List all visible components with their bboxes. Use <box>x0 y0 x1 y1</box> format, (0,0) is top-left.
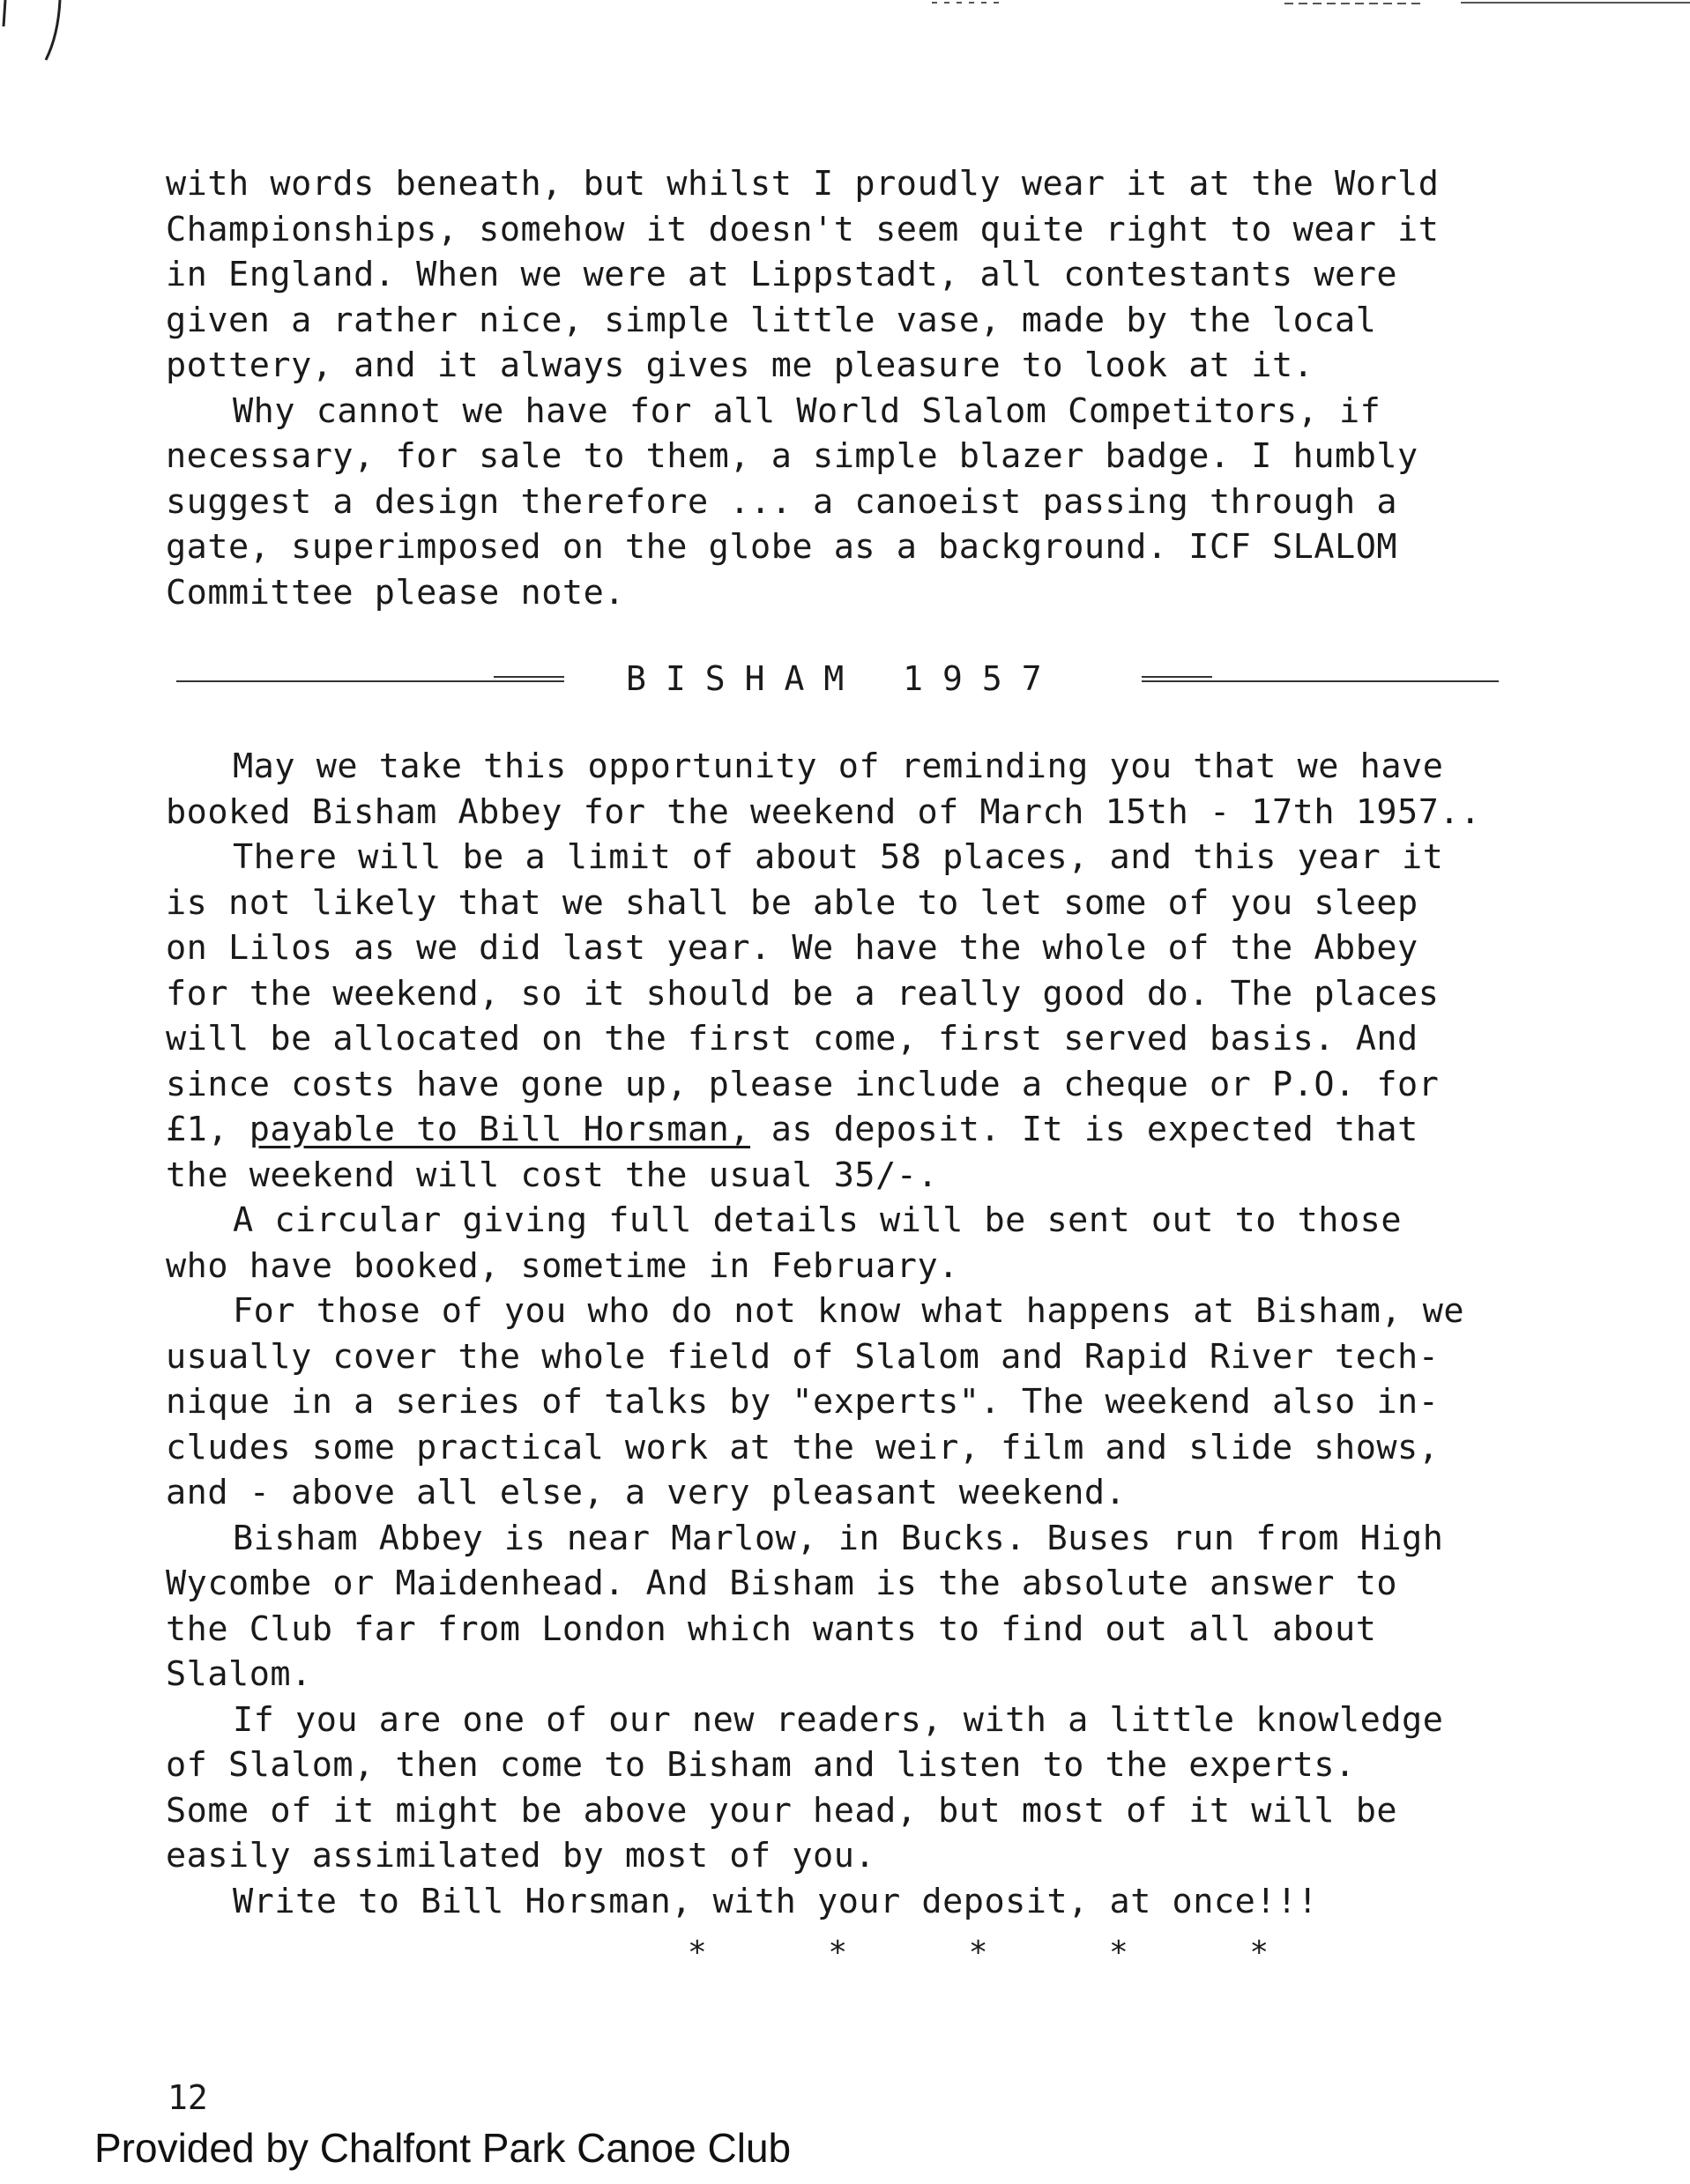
page-number: 12 <box>168 2078 208 2117</box>
text-line: easily assimilated by most of you. <box>166 1836 876 1876</box>
text-line: necessary, for sale to them, a simple blazer badge. I humbly <box>166 436 1418 476</box>
text-line: and - above all else, a very pleasant weekend. <box>166 1473 1127 1512</box>
bisham-article <box>166 744 1541 1924</box>
corner-scan-mark <box>0 0 71 71</box>
text-line: pottery, and it always gives me pleasure to look at it. <box>166 345 1314 385</box>
text-line: Championships, somehow it doesn't seem quite right to wear it <box>166 209 1440 249</box>
top-edge-marks <box>897 0 1690 9</box>
text-line: will be allocated on the first come, first served basis. And <box>166 1019 1418 1059</box>
text-line: who have booked, sometime in February. <box>166 1245 959 1286</box>
text-line: of Slalom, then come to Bisham and listen to the experts. <box>166 1745 1356 1785</box>
text-fragment: as deposit. It is expected that <box>750 1110 1418 1149</box>
provided-by-footer: Provided by Chalfont Park Canoe Club <box>94 2125 792 2171</box>
text-line: Wycombe or Maidenhead. And Bisham is the absolute answer to <box>166 1564 1398 1603</box>
asterisk-separator: * * * * * <box>688 1935 1321 1971</box>
text-line: is not likely that we shall be able to let some of you sleep <box>166 882 1418 923</box>
heading-rule-left <box>176 680 564 682</box>
text-line: for the weekend, so it should be a really good do. The places <box>166 973 1440 1014</box>
heading-title: BISHAM 1957 <box>626 659 1061 698</box>
text-line: the Club far from London which wants to find out all about <box>166 1608 1377 1649</box>
section-heading <box>176 657 1499 701</box>
text-line: Bisham Abbey is near Marlow, in Bucks. Buses run from High <box>233 1518 1444 1558</box>
underlined-payee: payable to Bill Horsman, <box>249 1110 751 1149</box>
text-line: Committee please note. <box>166 572 625 613</box>
text-line <box>166 1107 1541 1153</box>
heading-rule-right-double <box>1142 676 1212 678</box>
intro-text <box>166 161 1541 615</box>
text-line: Why cannot we have for all World Slalom Competitors, if <box>233 390 1381 431</box>
text-line: the weekend will cost the usual 35/-. <box>166 1155 939 1195</box>
text-line: If you are one of our new readers, with a little knowledge <box>233 1699 1444 1740</box>
text-line: given a rather nice, simple little vase, made by the local <box>166 300 1377 340</box>
text-line: nique in a series of talks by "experts". The weekend also in- <box>166 1382 1440 1422</box>
heading-rule-left-double <box>494 676 564 678</box>
text-line: booked Bisham Abbey for the weekend of March 15th - 17th 1957.. <box>166 791 1481 832</box>
heading-rule-right <box>1142 680 1499 682</box>
text-line: usually cover the whole field of Slalom and Rapid River tech- <box>166 1336 1440 1377</box>
text-line: since costs have gone up, please include a cheque or P.O. for <box>166 1064 1440 1104</box>
text-line: A circular giving full details will be sent out to those <box>233 1200 1403 1240</box>
text-line: in England. When we were at Lippstadt, all contestants were <box>166 255 1398 294</box>
text-line: For those of you who do not know what happens at Bisham, we <box>233 1291 1465 1331</box>
text-line: Slalom. <box>166 1654 312 1694</box>
text-line: May we take this opportunity of reminding you that we have <box>233 747 1444 786</box>
text-line: on Lilos as we did last year. We have the whole of the Abbey <box>166 928 1418 968</box>
text-line: cludes some practical work at the weir, film and slide shows, <box>166 1427 1440 1467</box>
text-line: There will be a limit of about 58 places, and this year it <box>233 837 1444 877</box>
text-line: Some of it might be above your head, but most of it will be <box>166 1790 1398 1831</box>
text-line: suggest a design therefore ... a canoeist passing through a <box>166 481 1398 522</box>
text-line: gate, superimposed on the globe as a background. ICF SLALOM <box>166 527 1398 567</box>
text-line: with words beneath, but whilst I proudly wear it at the World <box>166 164 1440 204</box>
text-fragment: £1, <box>166 1110 249 1149</box>
text-line: Write to Bill Horsman, with your deposit, at once!!! <box>233 1881 1319 1921</box>
